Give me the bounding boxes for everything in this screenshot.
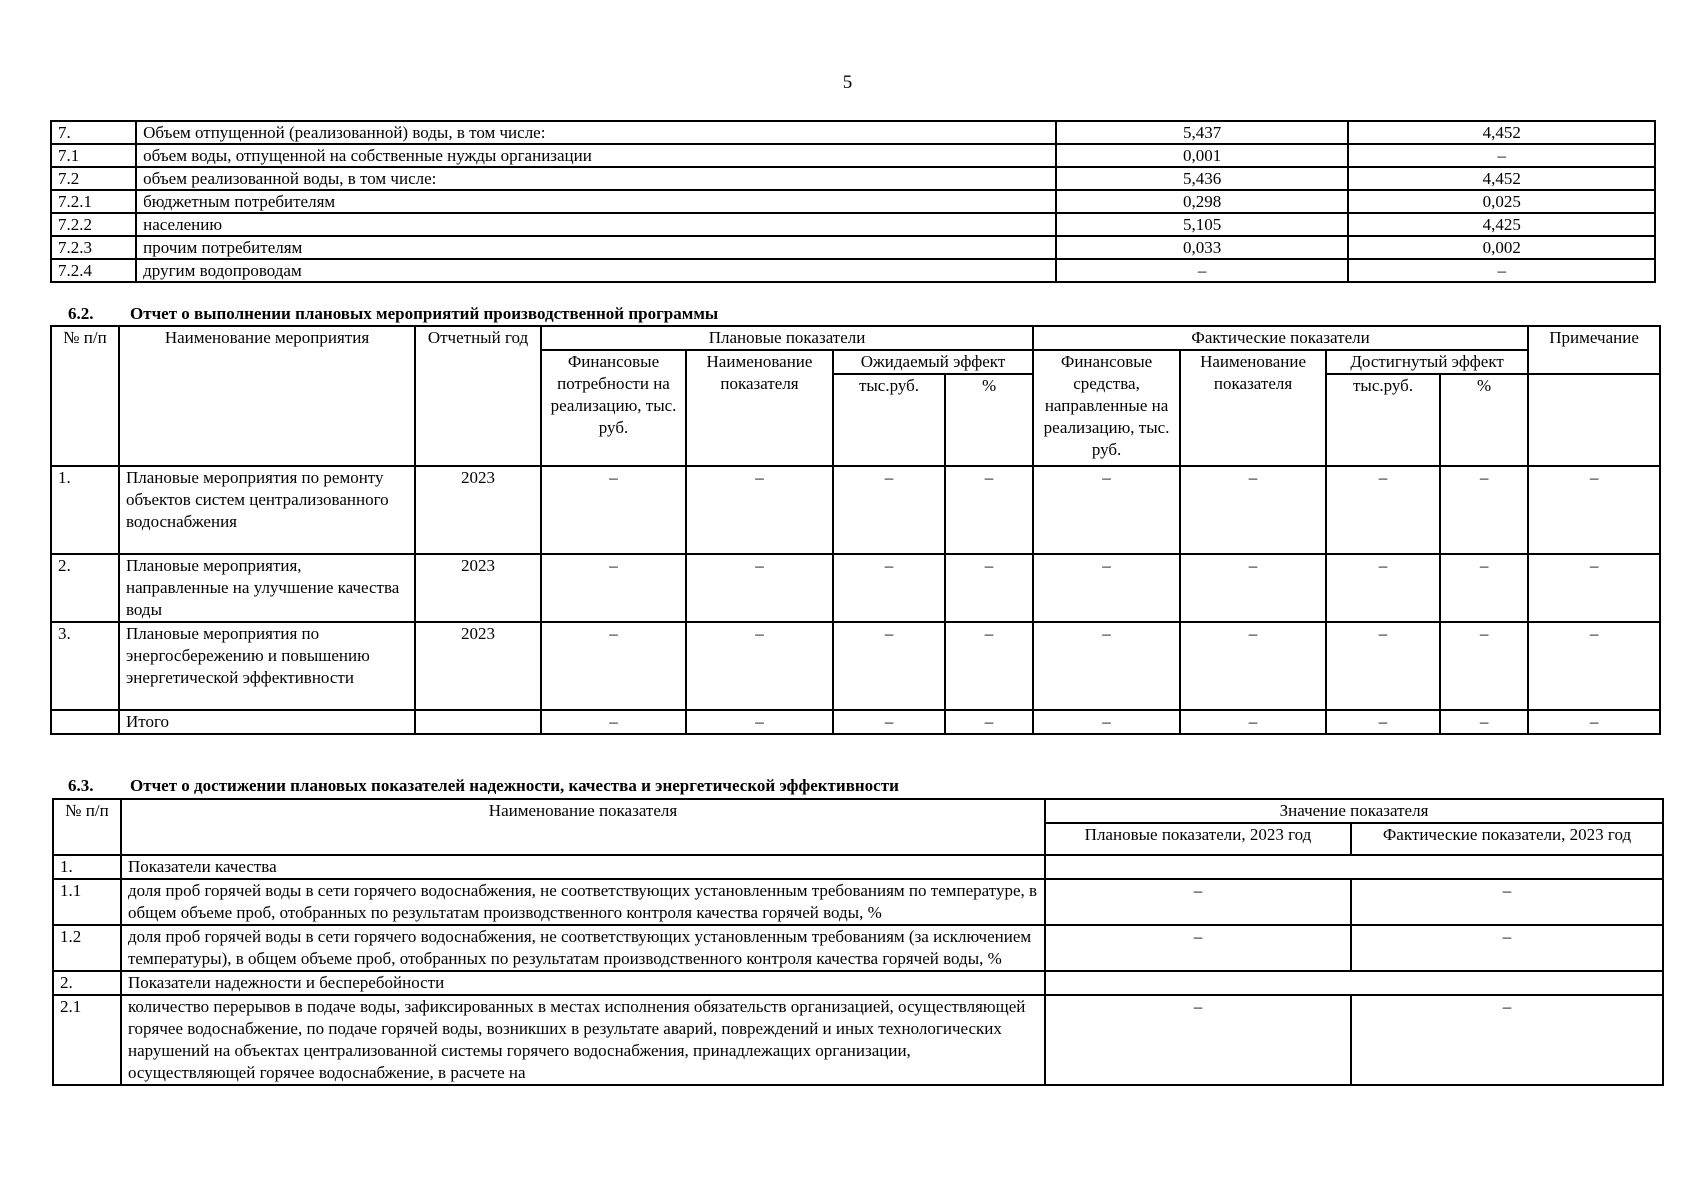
table-row (53, 855, 1663, 879)
cell: – (945, 622, 1033, 710)
cell: – (1033, 710, 1180, 734)
row-value: 5,436 (1056, 167, 1349, 190)
cell: – (541, 622, 686, 710)
row-name: Объем отпущенной (реализованной) воды, в том числе: (136, 121, 1056, 144)
row-number: 2. (51, 554, 119, 622)
row-value: 0,002 (1348, 236, 1655, 259)
row-name: доля проб горячей воды в сети горячего водоснабжения, не соответствующих установленным требованиям по температуре, в общем объеме проб, отобранных по результатам производственного контроля качества горячей воды, % (121, 879, 1045, 925)
header-fact-indicator: Наименование показателя (1180, 350, 1326, 466)
water-volume-table (50, 120, 1656, 283)
row-name: объем реализованной воды, в том числе: (136, 167, 1056, 190)
row-value: 0,033 (1056, 236, 1349, 259)
cell: – (1033, 466, 1180, 554)
indicators-table (52, 798, 1664, 1086)
row-year (415, 710, 541, 734)
section-number: 6.2. (68, 304, 94, 323)
row-name: Плановые мероприятия по ремонту объектов систем централизованного водоснабжения (119, 466, 415, 554)
cell: – (1528, 710, 1660, 734)
table-row (51, 236, 1655, 259)
cell: – (686, 554, 833, 622)
table-row (53, 879, 1663, 925)
cell: – (1326, 710, 1440, 734)
row-fact-value: – (1351, 879, 1663, 925)
row-value: 0,001 (1056, 144, 1349, 167)
row-number: 1. (51, 466, 119, 554)
table-row (51, 213, 1655, 236)
row-number: 7.2.4 (51, 259, 136, 282)
row-number: 3. (51, 622, 119, 710)
cell: – (1326, 622, 1440, 710)
row-number: 7.2.3 (51, 236, 136, 259)
section-title: Отчет о выполнении плановых мероприятий производственной программы (130, 304, 719, 323)
cell: – (1180, 554, 1326, 622)
header-row (53, 799, 1663, 823)
row-number: 1.2 (53, 925, 121, 971)
row-name: количество перерывов в подаче воды, зафиксированных в местах исполнения обязательств организацией, осуществляющей горячее водоснабжение, по подаче горячей воды, возникших в результате аварий, повреждений и иных технологических нарушений на объектах централизованной системы горячего водоснабжения, принадлежащих организации, осуществляющей горячее водоснабжение, в расчете на (121, 995, 1045, 1085)
cell: – (686, 622, 833, 710)
table-row (51, 121, 1655, 144)
header-pct: % (945, 374, 1033, 466)
cell: – (686, 710, 833, 734)
cell: – (833, 710, 945, 734)
row-number: 1.1 (53, 879, 121, 925)
cell: – (1440, 554, 1528, 622)
cell: – (1528, 466, 1660, 554)
row-value: 5,105 (1056, 213, 1349, 236)
cell: – (1440, 710, 1528, 734)
total-label: Итого (119, 710, 415, 734)
row-value: 4,452 (1348, 167, 1655, 190)
row-fact-value: – (1351, 995, 1663, 1085)
page-number: 5 (842, 72, 853, 93)
table-row (53, 995, 1663, 1085)
cell: – (1033, 554, 1180, 622)
section-6-3-heading (68, 775, 899, 797)
table-row (51, 190, 1655, 213)
cell: – (1440, 466, 1528, 554)
header-plan-effect: Ожидаемый эффект (833, 350, 1033, 374)
header-note: Примечание (1528, 326, 1660, 374)
row-number: 7.2.2 (51, 213, 136, 236)
row-value (1045, 855, 1663, 879)
cell: – (1440, 622, 1528, 710)
row-name: объем воды, отпущенной на собственные нужды организации (136, 144, 1056, 167)
section-6-2-heading (68, 303, 718, 325)
cell: – (541, 554, 686, 622)
row-name: доля проб горячей воды в сети горячего водоснабжения, не соответствующих установленным требованиям (за исключением температуры), в общем объеме проб, отобранных по результатам производственного контроля качества горячей воды, % (121, 925, 1045, 971)
row-number: 2. (53, 971, 121, 995)
row-number: 7.1 (51, 144, 136, 167)
header-fact: Фактические показатели (1033, 326, 1528, 350)
cell: – (833, 622, 945, 710)
cell: – (1033, 622, 1180, 710)
total-row (51, 710, 1660, 734)
row-name: прочим потребителям (136, 236, 1056, 259)
row-value: 5,437 (1056, 121, 1349, 144)
cell: – (1180, 622, 1326, 710)
cell: – (833, 554, 945, 622)
row-year: 2023 (415, 622, 541, 710)
row-number: 2.1 (53, 995, 121, 1085)
table-row (51, 554, 1660, 622)
row-name: другим водопроводам (136, 259, 1056, 282)
section-title: Отчет о достижении плановых показателей надежности, качества и энергетической эффективности (130, 776, 899, 795)
row-name: бюджетным потребителям (136, 190, 1056, 213)
row-number: 7. (51, 121, 136, 144)
table-row (51, 144, 1655, 167)
row-value: 4,452 (1348, 121, 1655, 144)
header-year: Отчетный год (415, 326, 541, 466)
table-row (51, 622, 1660, 710)
header-rub: тыс.руб. (833, 374, 945, 466)
header-pct: % (1440, 374, 1528, 466)
cell: – (1326, 554, 1440, 622)
cell: – (1180, 466, 1326, 554)
row-value: – (1348, 259, 1655, 282)
row-year: 2023 (415, 554, 541, 622)
table-row (53, 971, 1663, 995)
row-name: населению (136, 213, 1056, 236)
header-value: Значение показателя (1045, 799, 1663, 823)
header-name: Наименование мероприятия (119, 326, 415, 466)
table-row (51, 259, 1655, 282)
cell: – (945, 466, 1033, 554)
table-row (53, 925, 1663, 971)
header-plan: Плановые показатели (541, 326, 1033, 350)
row-value: – (1056, 259, 1349, 282)
row-number (51, 710, 119, 734)
header-num: № п/п (51, 326, 119, 466)
header-plan: Плановые показатели, 2023 год (1045, 823, 1351, 855)
cell: – (1180, 710, 1326, 734)
row-name: Показатели качества (121, 855, 1045, 879)
header-plan-indicator: Наименование показателя (686, 350, 833, 466)
row-name: Показатели надежности и бесперебойности (121, 971, 1045, 995)
header-fact-effect: Достигнутый эффект (1326, 350, 1528, 374)
row-number: 7.2.1 (51, 190, 136, 213)
row-plan-value: – (1045, 925, 1351, 971)
header-fact-fin: Финансовые средства, направленные на реализацию, тыс. руб. (1033, 350, 1180, 466)
row-value: – (1348, 144, 1655, 167)
row-value: 0,298 (1056, 190, 1349, 213)
row-plan-value: – (1045, 995, 1351, 1085)
row-year: 2023 (415, 466, 541, 554)
header-note-empty (1528, 374, 1660, 466)
header-num: № п/п (53, 799, 121, 855)
row-number: 7.2 (51, 167, 136, 190)
header-fact: Фактические показатели, 2023 год (1351, 823, 1663, 855)
cell: – (1326, 466, 1440, 554)
planned-measures-table (50, 325, 1661, 735)
row-value (1045, 971, 1663, 995)
row-fact-value: – (1351, 925, 1663, 971)
row-number: 1. (53, 855, 121, 879)
row-value: 0,025 (1348, 190, 1655, 213)
cell: – (945, 554, 1033, 622)
cell: – (833, 466, 945, 554)
table-row (51, 167, 1655, 190)
header-name: Наименование показателя (121, 799, 1045, 855)
row-name: Плановые мероприятия, направленные на улучшение качества воды (119, 554, 415, 622)
cell: – (541, 710, 686, 734)
row-value: 4,425 (1348, 213, 1655, 236)
row-name: Плановые мероприятия по энергосбережению и повышению энергетической эффективности (119, 622, 415, 710)
cell: – (686, 466, 833, 554)
header-plan-fin: Финансовые потребности на реализацию, тыс. руб. (541, 350, 686, 466)
header-rub: тыс.руб. (1326, 374, 1440, 466)
header-row (51, 326, 1660, 350)
table-row (51, 466, 1660, 554)
section-number: 6.3. (68, 776, 94, 795)
cell: – (945, 710, 1033, 734)
cell: – (1528, 554, 1660, 622)
row-plan-value: – (1045, 879, 1351, 925)
cell: – (541, 466, 686, 554)
cell: – (1528, 622, 1660, 710)
